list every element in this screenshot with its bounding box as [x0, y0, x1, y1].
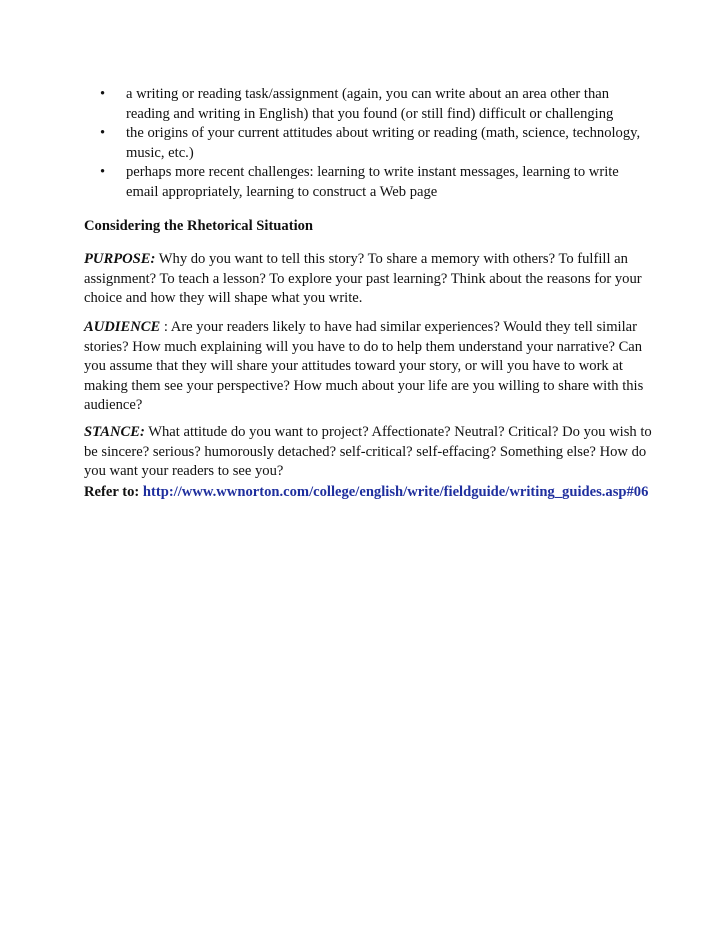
audience-paragraph: [84, 318, 652, 416]
reference-link[interactable]: http://www.wwnorton.com/college/english/write/fieldguide/writing_guides.asp#06: [142, 484, 649, 500]
bullet-item: [84, 85, 644, 124]
bullet-item: [84, 124, 644, 163]
refer-label: Refer to:: [84, 484, 143, 500]
bullet-list: [84, 85, 644, 202]
purpose-text: Why do you want to tell this story? To share a memory with others? To fulfill an assignment? To teach a lesson? To explore your past learning? Think about the reasons for your choice and how they will shape what you write.: [84, 251, 642, 306]
purpose-label: PURPOSE:: [84, 251, 156, 267]
purpose-paragraph: [84, 250, 652, 309]
bullet-text: the origins of your current attitudes about writing or reading (math, science, technology, music, etc.): [126, 125, 641, 161]
stance-label: STANCE:: [84, 424, 145, 440]
bullet-item: [84, 163, 644, 202]
stance-text: What attitude do you want to project? Affectionate? Neutral? Critical? Do you wish to be sincere? serious? humorously detached? self-critical? self-effacing? Something else? How do you want your readers to see you?: [84, 424, 652, 479]
bullet-icon: •: [100, 125, 106, 141]
bullet-text: perhaps more recent challenges: learning to write instant messages, learning to write email appropriately, learning to construct a Web page: [126, 164, 619, 200]
bullet-icon: •: [100, 86, 106, 102]
stance-paragraph: [84, 423, 652, 482]
bullet-icon: •: [100, 164, 106, 180]
section-heading: Considering the Rhetorical Situation: [84, 218, 314, 234]
bullet-text: a writing or reading task/assignment (again, you can write about an area other than reading and writing in English) that you found (or still find) difficult or challenging: [126, 86, 614, 122]
audience-text: : Are your readers likely to have had similar experiences? Would they tell similar stories? How much explaining will you have to do to help them understand your narrative? Can you assume that they will share your attitudes toward your story, or will you have to work at making them see your perspective? How much about your life are you willing to share with this audience?: [84, 319, 644, 413]
audience-label: AUDIENCE: [84, 319, 161, 335]
refer-paragraph: [84, 483, 652, 503]
